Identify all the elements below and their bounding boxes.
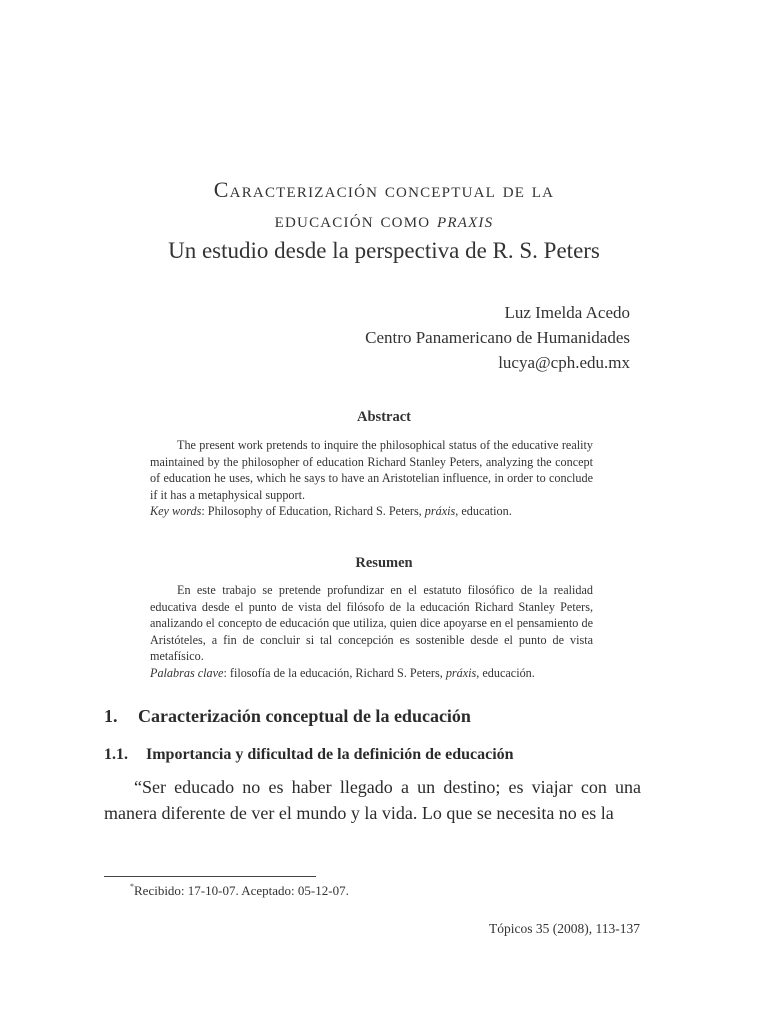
resumen-heading: Resumen — [355, 555, 413, 571]
section-1-title: Caracterización conceptual de la educación — [138, 706, 471, 726]
title-line-2 — [0, 205, 768, 235]
abstract-heading: Abstract — [357, 409, 411, 425]
section-1-number: 1. — [104, 706, 118, 726]
abstract-keywords-end: , education. — [455, 504, 512, 519]
article-subtitle: Un estudio desde la perspectiva de R. S. Peters — [168, 238, 600, 263]
author-block — [365, 300, 630, 375]
abstract-keywords-list: : Philosophy of Education, Richard S. Peters, — [201, 504, 425, 519]
body-text — [104, 774, 641, 826]
resumen-keywords-italic: práxis — [445, 665, 477, 680]
resumen-keywords-end: , educación. — [476, 665, 535, 680]
abstract-keywords-label: Key words — [150, 504, 202, 519]
title-line-1: Caracterización conceptual de la — [213, 177, 555, 202]
article-title — [0, 175, 768, 267]
section-1-1-title: Importancia y dificultad de la definición de educación — [146, 746, 514, 763]
abstract-body — [150, 437, 593, 520]
title-line-2-italic: praxis — [436, 207, 494, 232]
abstract-text: The present work pretends to inquire the philosophical status of the educative reality maintained by the philosopher of education Richard Stanley Peters, analyzing the concept of education he uses, which he says to have an Aristotelian influence, in order to conclude if it has a metaphysical support. — [150, 438, 593, 502]
body-paragraph: “Ser educado no es haber llegado a un destino; es viajar con una manera diferente de ver el mundo y la vida. Lo que se necesita no es la — [104, 777, 641, 823]
footnote — [130, 882, 349, 899]
resumen-keywords-list: : filosofía de la educación, Richard S. Peters, — [223, 665, 446, 680]
section-1-1-heading — [104, 746, 514, 764]
section-1-heading — [104, 706, 471, 727]
resumen-keywords-label: Palabras clave — [150, 665, 224, 680]
resumen-body — [150, 582, 593, 682]
resumen-text: En este trabajo se pretende profundizar en el estatuto filosófico de la realidad educativa desde el punto de vista del filósofo de la educación Richard Stanley Peters, analizando el concepto de educación que utiliza, quien dice apoyarse en el pensamiento de Aristóteles, a fin de concluir si tal concepción es sostenible desde el punto de vista metafísico. — [150, 583, 593, 664]
journal-reference: Tópicos 35 (2008), 113-137 — [489, 921, 640, 936]
resumen-keywords — [150, 665, 593, 682]
section-1-1-number: 1.1. — [104, 746, 128, 763]
author-email[interactable]: lucya@cph.edu.mx — [498, 353, 630, 372]
footnote-text: Recibido: 17-10-07. Aceptado: 05-12-07. — [134, 883, 349, 898]
author-affiliation: Centro Panamericano de Humanidades — [365, 328, 630, 347]
footnote-marker: * — [130, 882, 134, 891]
footnote-rule — [104, 876, 316, 877]
title-line-2-prefix: educación como — [274, 207, 437, 232]
abstract-keywords — [150, 503, 593, 520]
author-name: Luz Imelda Acedo — [504, 303, 630, 322]
abstract-keywords-italic: práxis — [424, 504, 456, 519]
